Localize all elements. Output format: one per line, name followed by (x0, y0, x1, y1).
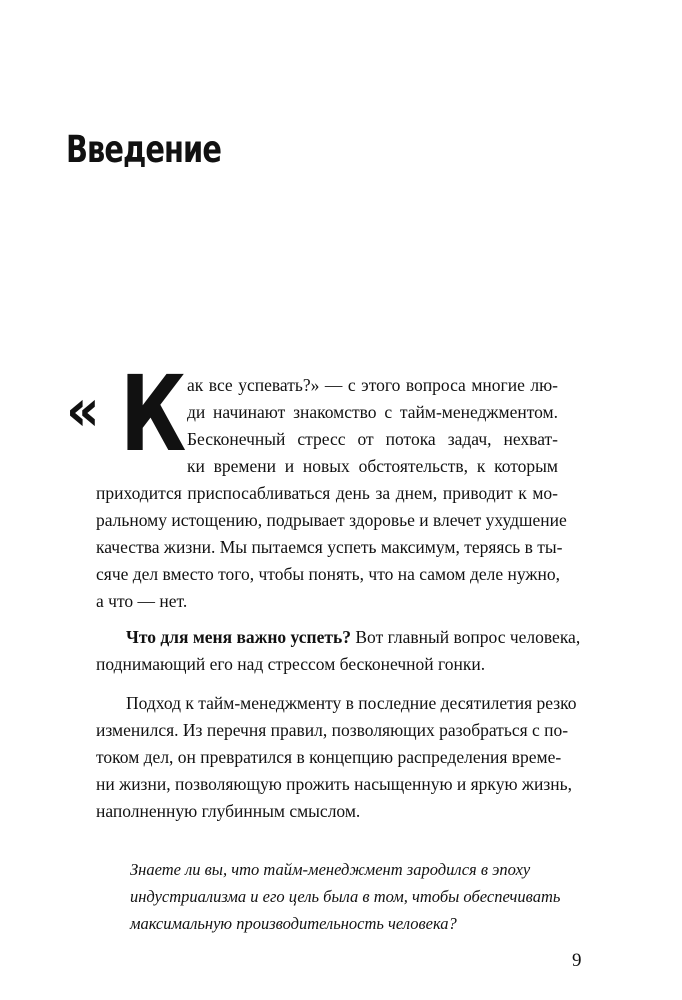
note-line: максимальную производительность человека? (130, 914, 457, 933)
paragraph-line: током дел, он превратился в концепцию распределения време- (96, 747, 562, 767)
paragraph-line: поднимающий его над стрессом бесконечной гонки. (96, 654, 486, 674)
intro-line: ки времени и новых обстоятельств, к которым (187, 456, 558, 476)
paragraph-line: Подход к тайм-менеджменту в последние десятилетия резко (126, 693, 577, 713)
chapter-title: Введение (66, 128, 221, 171)
intro-line: приходится приспосабливаться день за днем, приводит к мо- (96, 483, 558, 503)
intro-line: Бесконечный стресс от потока задач, нехват- (187, 429, 558, 449)
intro-line: ак все успевать?» — с этого вопроса многие лю- (187, 375, 558, 395)
drop-cap (66, 353, 187, 475)
paragraph-line: наполненную глубинным смыслом. (96, 801, 361, 821)
intro-line: качества жизни. Мы пытаемся успеть максимум, теряясь в ты- (96, 537, 563, 557)
note-line: Знаете ли вы, что тайм-менеджмент зародился в эпоху (130, 860, 531, 879)
intro-line: а что — нет. (96, 591, 188, 611)
page-number: 9 (572, 950, 582, 971)
bold-question: Что для меня важно успеть? (126, 627, 351, 647)
paragraph-line (126, 624, 581, 651)
drop-cap-quote: « (66, 376, 100, 444)
intro-line: сяче дел вместо того, чтобы понять, что на самом деле нужно, (96, 564, 560, 584)
note-line: индустриализма и его цель была в том, чтобы обеспечивать (130, 887, 561, 906)
intro-line: ди начинают знакомство с тайм-менеджментом. (187, 402, 558, 422)
paragraph-line: ни жизни, позволяющую прожить насыщенную и яркую жизнь, (96, 774, 572, 794)
paragraph-line: изменился. Из перечня правил, позволяющих разобраться с по- (96, 720, 569, 740)
paragraph-text: Вот главный вопрос человека, (351, 627, 581, 647)
intro-line: ральному истощению, подрывает здоровье и влечет ухудшение (96, 510, 567, 530)
drop-cap-letter: К (120, 353, 187, 475)
